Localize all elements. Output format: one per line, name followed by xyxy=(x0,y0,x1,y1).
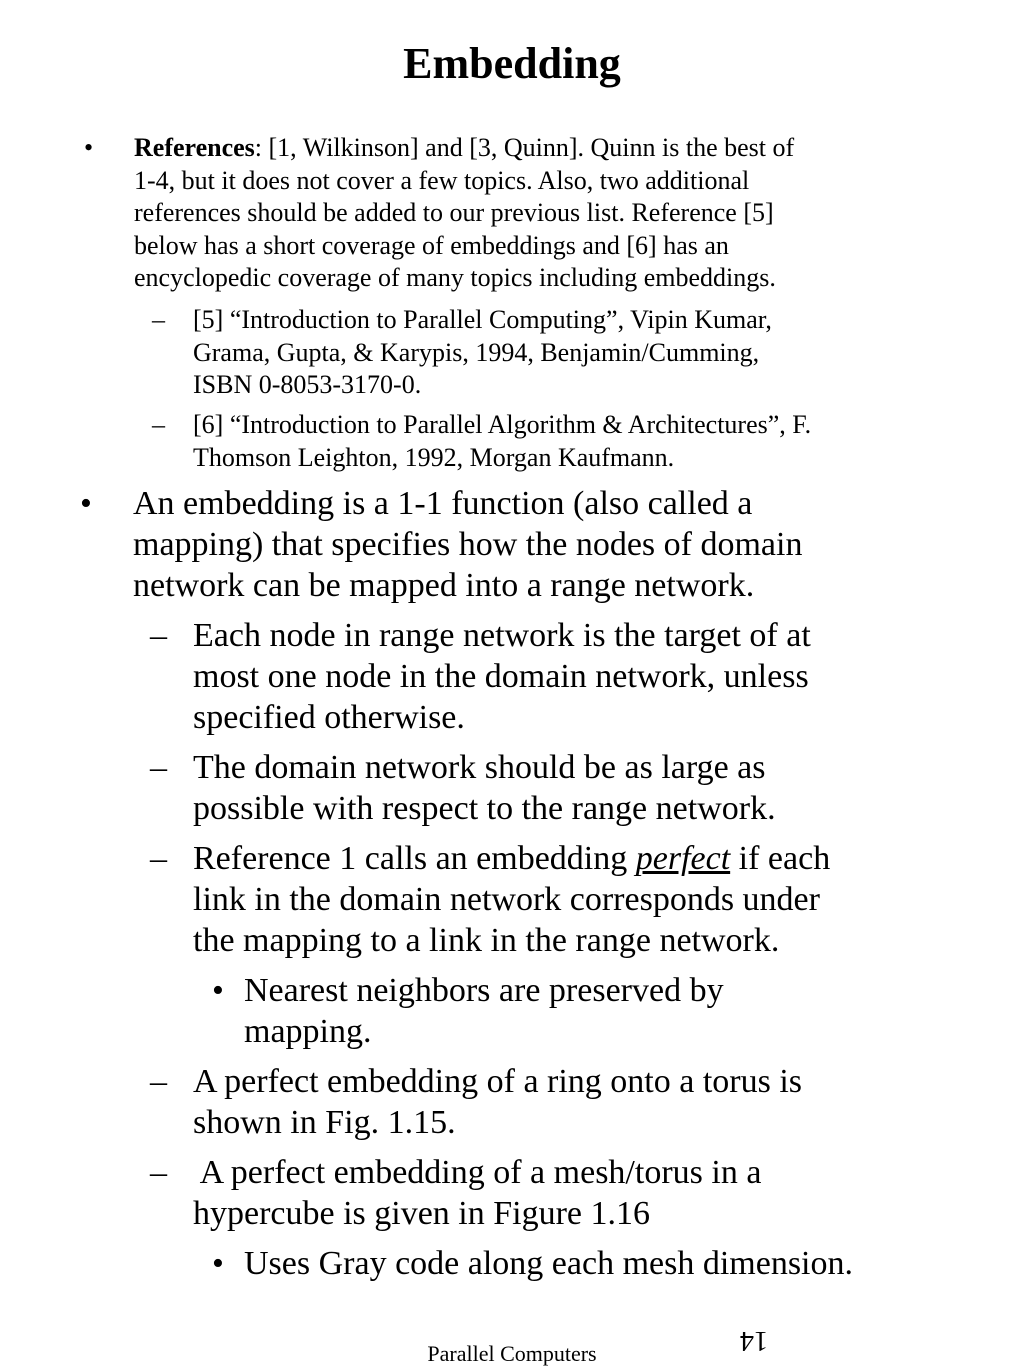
reference-line: [6] “Introduction to Parallel Algorithm & Architectures”, F. xyxy=(193,410,812,439)
references-label: References xyxy=(134,133,255,162)
subitem-line-part: if each xyxy=(730,840,831,877)
definition-line: network can be mapped into a range network. xyxy=(133,567,755,604)
subitem-text xyxy=(193,1152,993,1234)
dash-icon: – xyxy=(152,305,165,334)
subsubitem-line: mapping. xyxy=(244,1013,372,1050)
subitem-line: hypercube is given in Figure 1.16 xyxy=(193,1195,651,1232)
subsubitem-text xyxy=(244,1243,1004,1284)
references-line: below has a short coverage of embeddings and [6] has an xyxy=(134,230,729,260)
subitem-line: possible with respect to the range network. xyxy=(193,790,776,827)
subitem-text xyxy=(193,1061,993,1143)
dash-icon: – xyxy=(150,1063,167,1100)
subitem-line: shown in Fig. 1.15. xyxy=(193,1104,456,1141)
embedding-definition xyxy=(133,483,993,606)
definition-line: mapping) that specifies how the nodes of domain xyxy=(133,526,803,563)
reference-line: ISBN 0-8053-3170-0. xyxy=(193,370,422,400)
reference-text xyxy=(193,304,973,402)
subsubitem-line: Nearest neighbors are preserved by xyxy=(244,972,724,1009)
subitem-text xyxy=(193,747,993,829)
references-line: references should be added to our previous list. Reference [5] xyxy=(134,198,774,228)
subitem-line: specified otherwise. xyxy=(193,699,465,736)
dash-icon: – xyxy=(150,749,167,786)
subitem-line: Each node in range network is the target of at xyxy=(193,617,811,654)
subitem-line: The domain network should be as large as xyxy=(193,749,766,786)
dash-icon: – xyxy=(150,1154,167,1191)
dash-icon: – xyxy=(152,410,165,439)
subitem-line: A perfect embedding of a mesh/torus in a xyxy=(193,1154,762,1191)
bullet-icon: • xyxy=(212,972,224,1009)
references-line: : [1, Wilkinson] and [3, Quinn]. Quinn is the best of xyxy=(254,133,795,162)
subitem-line: the mapping to a link in the range network. xyxy=(193,922,780,959)
subsubitem-text xyxy=(244,970,984,1052)
subitem-line-part: Reference 1 calls an embedding xyxy=(193,840,636,877)
footer-title: Parallel Computers xyxy=(427,1341,597,1366)
references-line: encyclopedic coverage of many topics including embeddings. xyxy=(134,263,776,293)
reference-line: Grama, Gupta, & Karypis, 1994, Benjamin/Cumming, xyxy=(193,337,760,367)
emphasized-term: perfect xyxy=(635,840,731,877)
references-line: 1-4, but it does not cover a few topics. Also, two additional xyxy=(134,165,750,195)
bullet-icon: • xyxy=(80,485,92,522)
dash-icon: – xyxy=(150,840,167,877)
bullet-icon: • xyxy=(84,133,94,162)
bullet-icon: • xyxy=(212,1245,224,1282)
references-paragraph xyxy=(134,132,934,295)
dash-icon: – xyxy=(150,617,167,654)
subitem-line: A perfect embedding of a ring onto a torus is xyxy=(193,1063,803,1100)
subitem-line: link in the domain network corresponds under xyxy=(193,881,820,918)
page-number: 14 xyxy=(740,1325,768,1356)
subitem-text xyxy=(193,838,993,961)
subitem-text xyxy=(193,615,993,738)
subsubitem-line: Uses Gray code along each mesh dimension. xyxy=(244,1245,853,1282)
subitem-line: most one node in the domain network, unless xyxy=(193,658,809,695)
definition-line: An embedding is a 1-1 function (also called a xyxy=(133,485,753,522)
reference-line: Thomson Leighton, 1992, Morgan Kaufmann. xyxy=(193,442,675,472)
slide-title: Embedding xyxy=(403,39,621,88)
reference-text xyxy=(193,409,993,474)
reference-line: [5] “Introduction to Parallel Computing”, Vipin Kumar, xyxy=(193,305,772,334)
